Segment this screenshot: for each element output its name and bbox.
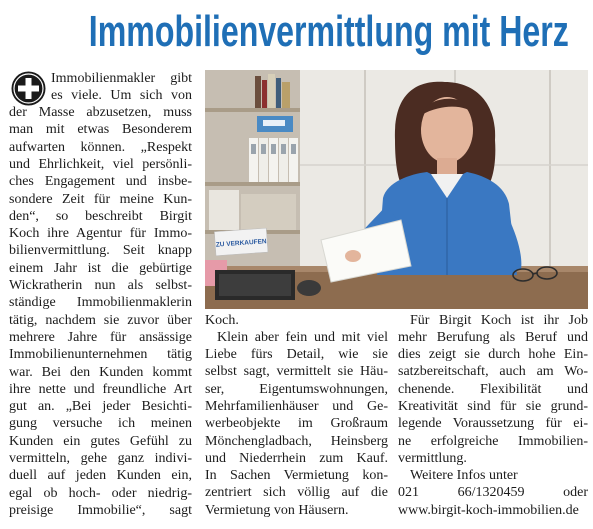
text-line: Kreativität sind für sie grund- xyxy=(398,398,588,414)
text-line: ihre nette und freundliche Art xyxy=(9,381,192,397)
text-line: Klein aber fein und mit viel xyxy=(217,329,388,345)
text-line: Liebe fürs Detail, wie sie xyxy=(205,347,388,363)
text-line: Immobilienunternehmen tätig xyxy=(9,347,192,363)
article-column-middle xyxy=(205,312,388,520)
text-line: einem Jahr ist die gebürtige xyxy=(9,260,192,276)
text-line: duell auf jeden Kunden ein, xyxy=(9,468,192,484)
headline xyxy=(0,7,593,56)
text-line: werbeobjekte im Großraum xyxy=(205,416,388,432)
text-line: der Masse abzusetzen, muss xyxy=(9,105,192,121)
text-line: mehr Berufung als Beruf und xyxy=(398,329,588,345)
headline-text: Immobilienvermittlung mit Herz xyxy=(88,7,569,56)
text-line: preisige Immobilie“, sagt xyxy=(9,502,192,518)
text-line: legende Voraussetzung für ei- xyxy=(398,416,588,432)
text-line: man mit etwas Besonderem xyxy=(9,122,192,138)
sale-sign xyxy=(214,228,268,256)
text-line: Koch ihre Agentur für Immo- xyxy=(9,226,192,242)
contact-phone: 021 66/1320459 oder xyxy=(398,485,588,501)
mouse xyxy=(297,280,321,296)
text-line: chenende. Flexibilität und xyxy=(398,381,588,397)
text-line: In Sachen Vermietung kon- xyxy=(205,468,388,484)
text-line: gut an. „Bei jeder Besichti- xyxy=(9,399,192,415)
contact-website[interactable]: www.birgit-koch-immobilien.de xyxy=(398,502,579,518)
text-line: mehrere Jahre für ansässige xyxy=(9,329,192,345)
text-line: aufwarten können. „Respekt xyxy=(9,139,192,155)
text-line: ser, Eigentumswohnungen, xyxy=(205,381,388,397)
text-line: selbst sagt, vermittelt sie Häu- xyxy=(205,364,388,380)
text-line: tätig, nachdem sie zuvor über xyxy=(9,312,192,328)
text-line: vermittlung. xyxy=(398,450,467,466)
text-line: Wickratherin nun als selbst- xyxy=(9,278,192,294)
text-line: sondere Zeit für meine Kun- xyxy=(9,191,192,207)
text-line: Koch. xyxy=(205,312,239,328)
text-line: egal ob hoch- oder niedrig- xyxy=(9,485,192,501)
text-line: den“, so beschreibt Birgit xyxy=(9,208,192,224)
text-line: es viele. Um sich von xyxy=(51,87,192,103)
text-line: und Niederrhein zum Kauf. xyxy=(205,450,388,466)
text-line: war. Bei den Kunden kommt xyxy=(9,364,192,380)
text-line: bilienvermittlung. Seit knapp xyxy=(9,243,192,259)
article-photo xyxy=(205,70,588,309)
text-line: Weitere Infos unter xyxy=(410,468,518,484)
text-line: ne erfolgreiche Immobilien- xyxy=(398,433,588,449)
text-line: Vermietung von Häusern. xyxy=(205,502,349,518)
article-column-left xyxy=(9,70,192,520)
text-line: ches Engagement und insbe- xyxy=(9,174,192,190)
text-line: Mehrfamilienhäuser und Ge- xyxy=(205,398,388,414)
text-line: Für Birgit Koch ist ihr Job xyxy=(410,312,588,328)
text-line: satzbereitschaft, auch am Wo- xyxy=(398,364,588,380)
text-line: dies zeigt sie durch hohe Ein- xyxy=(398,347,588,363)
text-line: Immobilienmakler gibt xyxy=(51,70,192,86)
sale-sign-text: ZU VERKAUFEN xyxy=(215,238,267,249)
text-line: vermitteln, gehe ganz indivi- xyxy=(9,451,192,467)
text-line: gung versuche ich meinen xyxy=(9,416,192,432)
text-line: zentriert sich völlig auf die xyxy=(205,485,388,501)
text-line: und Ehrlichkeit, viel persönli- xyxy=(9,156,192,172)
article-column-right xyxy=(398,312,588,520)
text-line: Kunden ein gutes Gefühl zu xyxy=(9,433,192,449)
text-line: Mönchengladbach, Heinsberg xyxy=(205,433,388,449)
text-line: ständige Immobilienmaklerin xyxy=(9,295,192,311)
